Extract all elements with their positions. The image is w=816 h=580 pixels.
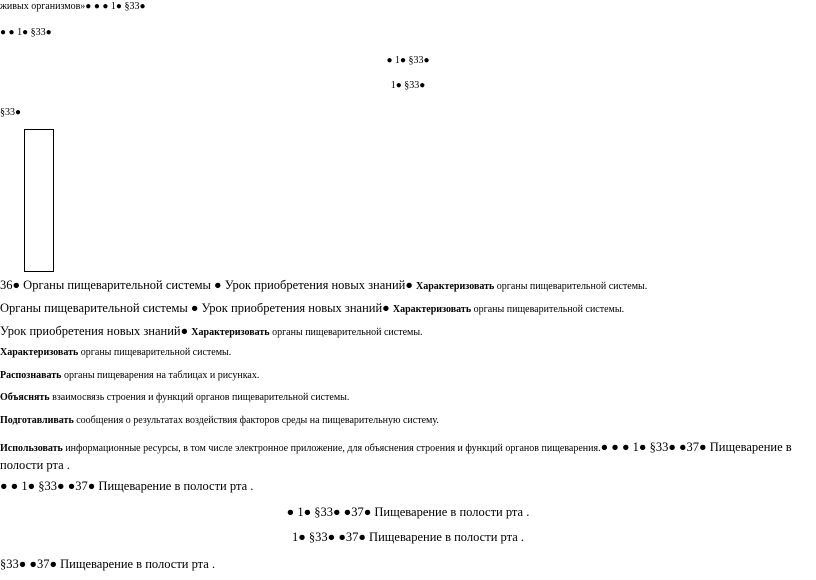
line-8-verb: Характеризовать bbox=[191, 327, 270, 338]
line-11-verb: Объяснять bbox=[0, 392, 50, 403]
line-3: ● 1● §33● bbox=[386, 55, 430, 66]
line-17: §33● ●37● Пищеварение в полости рта . bbox=[0, 557, 216, 571]
line-13-mid: информационные ресурсы, в том числе электронное приложение, для объяснения строения и функций органов пищеварения. bbox=[62, 443, 601, 454]
line-9-tail: органы пищеварительной системы. bbox=[78, 347, 232, 358]
line-6-lead: 36● Органы пищеварительной системы ● Урок приобретения новых знаний● bbox=[0, 278, 417, 292]
line-10 bbox=[0, 370, 259, 382]
line-11-tail: взаимосвязь строения и функций органов пищеварительной системы. bbox=[49, 392, 350, 403]
line-7-tail: органы пищеварительной системы. bbox=[471, 304, 625, 315]
line-10-verb: Распознавать bbox=[0, 370, 62, 381]
line-14: ● ● 1● §33● ●37● Пищеварение в полости рта . bbox=[0, 479, 254, 493]
line-10-tail: органы пищеварения на таблицах и рисунках. bbox=[61, 370, 260, 381]
line-13-tail: ● ● ● 1● §33● ●37● Пищеварение в полости рта . bbox=[0, 440, 792, 473]
line-1: живых организмов»● ● ● 1● §33● bbox=[0, 1, 146, 12]
line-2: ● ● 1● §33● bbox=[0, 27, 52, 38]
line-7 bbox=[0, 299, 624, 317]
line-4: 1● §33● bbox=[390, 80, 426, 91]
line-9-verb: Характеризовать bbox=[0, 347, 79, 358]
line-8 bbox=[0, 322, 423, 340]
line-11 bbox=[0, 392, 349, 404]
line-7-verb: Характеризовать bbox=[392, 304, 472, 315]
line-8-lead: Урок приобретения новых знаний● bbox=[0, 324, 192, 338]
empty-frame bbox=[24, 129, 54, 272]
line-16: 1● §33● ●37● Пищеварение в полости рта . bbox=[291, 530, 525, 544]
line-13 bbox=[0, 438, 810, 475]
line-7-lead: Органы пищеварительной системы ● Урок приобретения новых знаний● bbox=[0, 301, 393, 315]
line-12-verb: Подготавливать bbox=[0, 415, 74, 426]
line-12-tail: сообщения о результатах воздействия факторов среды на пищеварительную систему. bbox=[73, 415, 439, 426]
line-6-verb: Характеризовать bbox=[416, 281, 495, 292]
line-13-verb: Использовать bbox=[0, 443, 63, 454]
line-5: §33● bbox=[0, 107, 22, 118]
line-9 bbox=[0, 347, 231, 359]
line-12 bbox=[0, 415, 439, 427]
line-6 bbox=[0, 276, 647, 294]
line-8-tail: органы пищеварительной системы. bbox=[269, 327, 423, 338]
line-15: ● 1● §33● ●37● Пищеварение в полости рта . bbox=[286, 505, 530, 519]
line-6-tail: органы пищеварительной системы. bbox=[494, 281, 648, 292]
